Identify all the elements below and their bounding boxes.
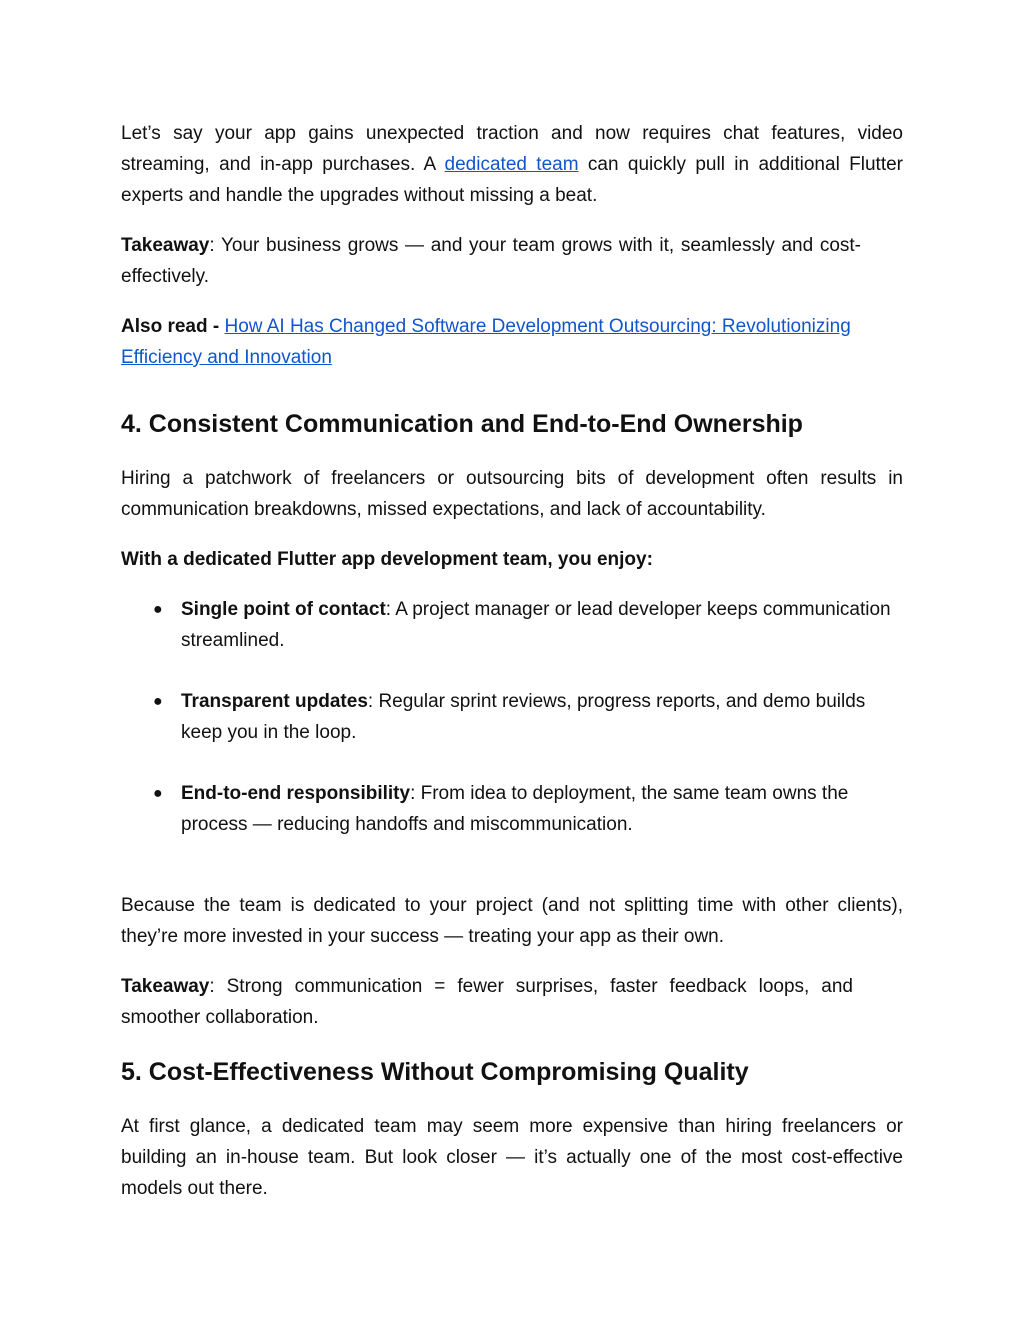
section-5-heading: 5. Cost-Effectiveness Without Compromising Quality — [121, 1058, 749, 1086]
list-item-end-to-end — [121, 778, 903, 840]
takeaway-2-text: : Strong communication = fewer surprises, faster feedback loops, and smoother collaboration. — [121, 976, 853, 1028]
list-item-text: : A project manager or lead developer keeps communication streamlined. — [181, 599, 891, 651]
bullet-icon: ● — [153, 785, 163, 802]
also-read-label: Also read - — [121, 316, 225, 337]
list-item-text: : From idea to deployment, the same team owns the process — reducing handoffs and miscommunication. — [181, 783, 849, 835]
takeaway-1 — [121, 230, 861, 292]
section-4-heading: 4. Consistent Communication and End-to-End Ownership — [121, 410, 803, 438]
section-5-intro: At first glance, a dedicated team may seem more expensive than hiring freelancers or building an in-house team. But look closer — it’s actually one of the most cost-effective models out there. — [121, 1116, 903, 1199]
takeaway-2-label: Takeaway — [121, 976, 210, 997]
document-page — [121, 118, 903, 1204]
section-4-closing: Because the team is dedicated to your project (and not splitting time with other clients), they’re more invested in your success — treating your app as their own. — [121, 895, 903, 947]
section-4-intro: Hiring a patchwork of freelancers or outsourcing bits of development often results in communication breakdowns, missed expectations, and lack of accountability. — [121, 468, 903, 520]
also-read-link[interactable]: How AI Has Changed Software Development Outsourcing: Revolutionizing Efficiency and Innovation — [121, 316, 851, 368]
list-item-transparent-updates — [121, 686, 903, 748]
bullet-icon: ● — [153, 693, 163, 710]
paragraph-traction — [121, 118, 903, 211]
also-read — [121, 311, 903, 373]
list-item-text: : Regular sprint reviews, progress reports, and demo builds keep you in the loop. — [181, 691, 866, 743]
takeaway-2 — [121, 971, 853, 1033]
list-item-title: Single point of contact — [181, 599, 386, 620]
list-item-title: Transparent updates — [181, 691, 368, 712]
bullet-icon: ● — [153, 601, 163, 618]
paragraph-traction-text-1: Let’s say your app gains unexpected traction and now requires chat features, video streaming, and in-app purchases. A — [121, 123, 903, 175]
takeaway-1-label: Takeaway — [121, 235, 210, 256]
list-item-single-point — [121, 594, 903, 656]
paragraph-traction-text-2: can quickly pull in additional Flutter experts and handle the upgrades without missing a beat. — [121, 154, 903, 206]
list-item-title: End-to-end responsibility — [181, 783, 411, 804]
section-4-lead: With a dedicated Flutter app development team, you enjoy: — [121, 549, 653, 570]
benefits-list — [121, 594, 903, 840]
takeaway-1-text: : Your business grows — and your team grows with it, seamlessly and cost-effectively. — [121, 235, 861, 287]
dedicated-team-link[interactable]: dedicated team — [444, 154, 579, 175]
